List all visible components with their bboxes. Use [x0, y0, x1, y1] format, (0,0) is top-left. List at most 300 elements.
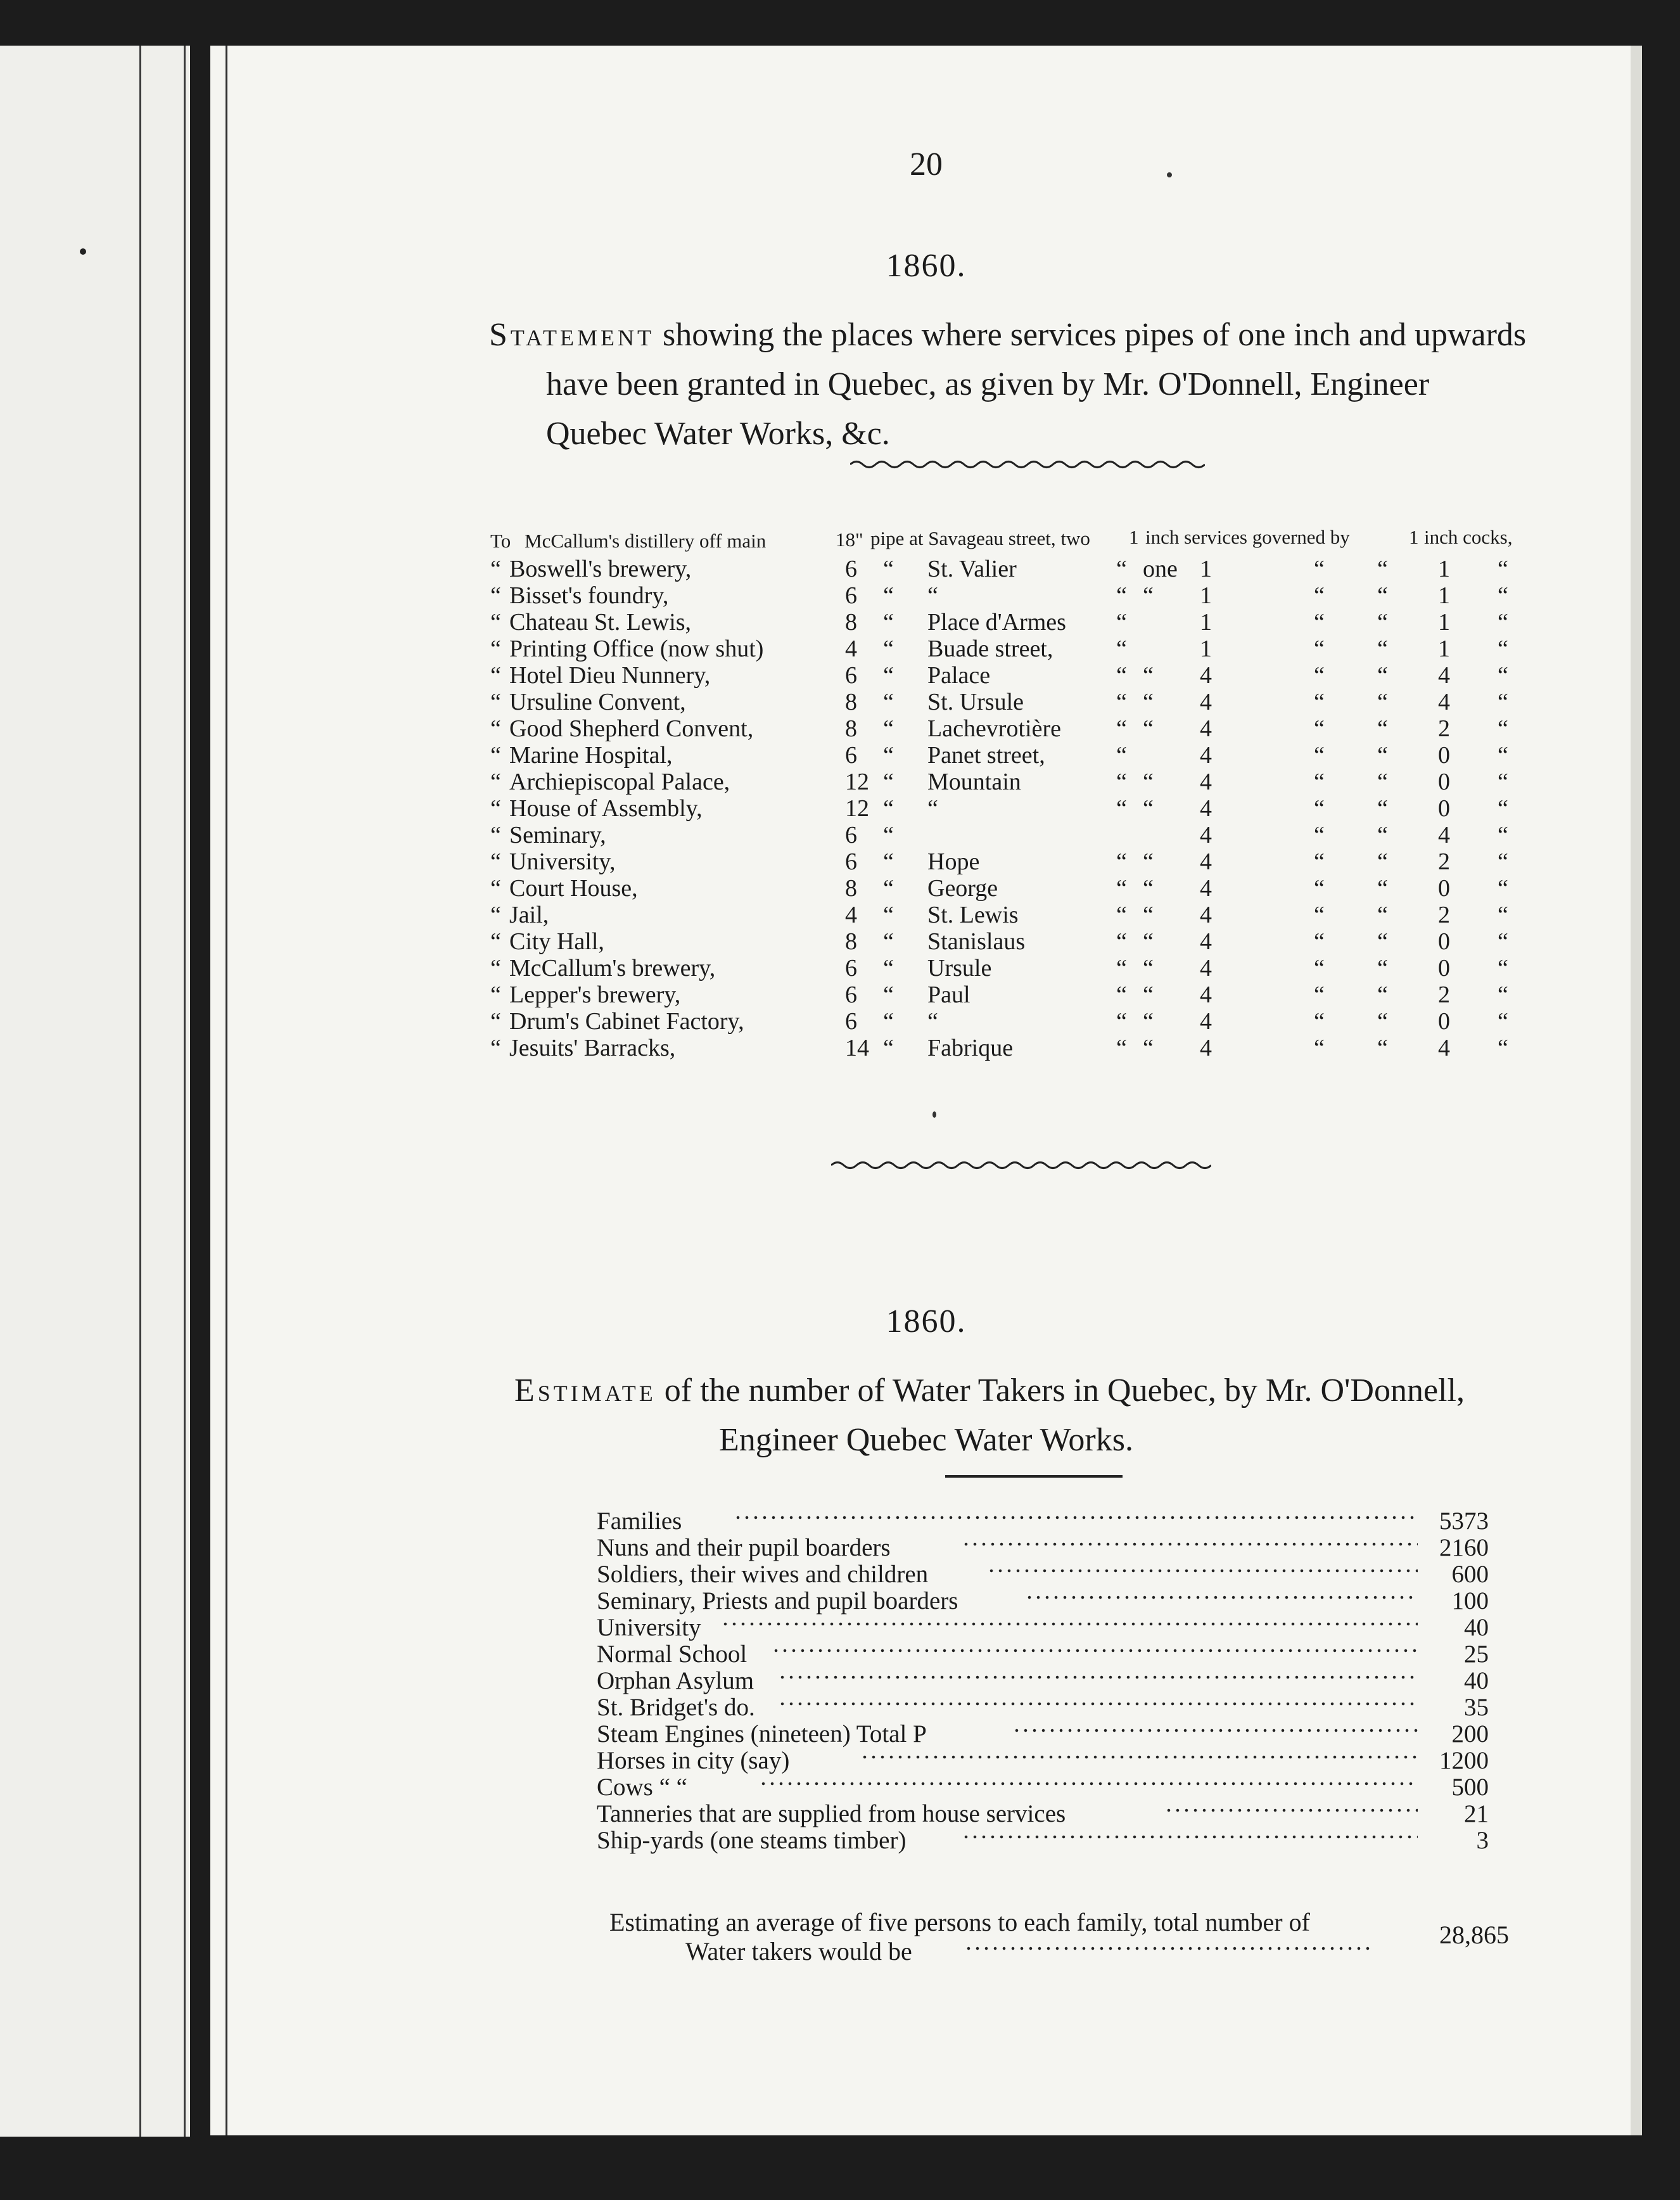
estimate-label: Seminary, Priests and pupil boarders [597, 1587, 958, 1615]
ditto-mark: “ [1377, 1035, 1388, 1061]
ditto-mark: “ [1377, 928, 1388, 955]
dot-leader [1025, 1596, 1418, 1599]
place-cell: Hotel Dieu Nunnery, [509, 662, 711, 689]
header-size: 18" [836, 528, 863, 551]
ditto-mark: “ [1498, 875, 1508, 902]
services-count-cell: 4 [1200, 715, 1212, 742]
estimate-row [597, 1533, 1489, 1561]
estimate-label: Ship-yards (one steams timber) [597, 1827, 907, 1854]
total-dot-leader [964, 1947, 1370, 1950]
stray-mark [932, 1111, 936, 1118]
services-table-row [490, 1007, 1605, 1033]
services-table-row [490, 954, 1605, 980]
estimate-label: Steam Engines (nineteen) Total P [597, 1720, 927, 1748]
services-count-cell: 4 [1200, 1035, 1212, 1061]
count-word-cell: “ [1143, 662, 1154, 689]
ditto-mark: “ [883, 928, 894, 955]
services-table-row [490, 715, 1605, 740]
ditto-mark: “ [1377, 715, 1388, 742]
place-cell: City Hall, [509, 928, 604, 955]
street-cell: St. Valier [927, 556, 1017, 582]
count-word-cell: “ [1143, 715, 1154, 742]
estimate-value: 25 [1464, 1640, 1489, 1668]
street-cell: “ [927, 1008, 938, 1035]
count-word-cell: “ [1143, 875, 1154, 902]
ditto-mark: “ [490, 582, 501, 609]
estimate-row [597, 1666, 1489, 1694]
services-count-cell: 4 [1200, 689, 1212, 715]
ditto-mark: “ [1314, 769, 1325, 795]
ditto-mark: “ [1498, 556, 1508, 582]
pipe-size-cell: 6 [845, 1008, 857, 1035]
count-word-cell: “ [1143, 769, 1154, 795]
ditto-mark: “ [883, 556, 894, 582]
ditto-mark: “ [883, 795, 894, 822]
ditto-mark: “ [1498, 795, 1508, 822]
services-table-row [490, 928, 1605, 953]
dot-leader [1164, 1808, 1418, 1812]
estimate-row [597, 1587, 1489, 1615]
ditto-mark: “ [490, 875, 501, 902]
ditto-mark: “ [1377, 795, 1388, 822]
pipe-size-cell: 4 [845, 636, 857, 662]
estimate-label: Normal School [597, 1640, 748, 1668]
estimate-row [597, 1613, 1489, 1641]
left-page-edge [184, 46, 186, 2137]
ditto-mark: “ [883, 636, 894, 662]
services-table-row [490, 688, 1605, 713]
services-count-cell: 4 [1200, 928, 1212, 955]
street-cell: Hope [927, 848, 980, 875]
services-table-row [490, 848, 1605, 873]
estimate-value: 600 [1451, 1561, 1489, 1588]
estimate-label: Soldiers, their wives and children [597, 1561, 929, 1588]
estimate-label: Tanneries that are supplied from house services [597, 1800, 1066, 1827]
cocks-count-cell: 2 [1438, 848, 1450, 875]
ditto-mark: “ [1116, 928, 1127, 955]
cocks-count-cell: 4 [1438, 1035, 1450, 1061]
estimate-value: 40 [1464, 1667, 1489, 1694]
ditto-mark: “ [1498, 955, 1508, 982]
decorative-wave-rule-2 [831, 1158, 1211, 1172]
ditto-mark: “ [490, 955, 501, 982]
ditto-mark: “ [490, 609, 501, 636]
services-table-header [490, 526, 1605, 554]
pipe-size-cell: 8 [845, 928, 857, 955]
services-table-row [490, 821, 1605, 847]
services-count-cell: 4 [1200, 769, 1212, 795]
ditto-mark: “ [1116, 742, 1127, 769]
place-cell: McCallum's brewery, [509, 955, 716, 982]
services-count-cell: 1 [1200, 609, 1212, 636]
pipe-size-cell: 6 [845, 742, 857, 769]
ditto-mark: “ [1377, 769, 1388, 795]
page-number: 20 [910, 146, 943, 182]
count-word-cell: “ [1143, 689, 1154, 715]
estimate-row [597, 1773, 1489, 1801]
ditto-mark: “ [1116, 1035, 1127, 1061]
place-cell: Marine Hospital, [509, 742, 673, 769]
estimate-row [597, 1720, 1489, 1748]
place-cell: Jesuits' Barracks, [509, 1035, 676, 1061]
ditto-mark: “ [1116, 715, 1127, 742]
ditto-mark: “ [1377, 1008, 1388, 1035]
stray-mark [1167, 172, 1172, 177]
ditto-mark: “ [1498, 982, 1508, 1008]
ditto-mark: “ [490, 689, 501, 715]
street-cell: Mountain [927, 769, 1021, 795]
ditto-mark: “ [1116, 982, 1127, 1008]
ditto-mark: “ [1314, 1035, 1325, 1061]
pipe-size-cell: 6 [845, 662, 857, 689]
count-word-cell: “ [1143, 1008, 1154, 1035]
dot-leader [987, 1569, 1418, 1573]
pipe-size-cell: 6 [845, 955, 857, 982]
street-cell: Ursule [927, 955, 992, 982]
ditto-mark: “ [883, 1035, 894, 1061]
place-cell: Archiepiscopal Palace, [509, 769, 730, 795]
left-page-rule [139, 46, 141, 2137]
total-value: 28,865 [1439, 1921, 1509, 1949]
header-pipe-at: pipe at Savageau street, two [870, 527, 1090, 549]
ditto-mark: “ [1116, 556, 1127, 582]
street-cell: Place d'Armes [927, 609, 1066, 636]
street-cell: “ [927, 795, 938, 822]
cocks-count-cell: 2 [1438, 982, 1450, 1008]
ditto-mark: “ [1498, 689, 1508, 715]
ditto-mark: “ [1116, 662, 1127, 689]
ditto-mark: “ [1314, 955, 1325, 982]
dot-leader [1012, 1729, 1418, 1732]
ditto-mark: “ [1498, 609, 1508, 636]
street-cell: St. Lewis [927, 902, 1019, 928]
street-cell: George [927, 875, 998, 902]
section1-title [489, 310, 1680, 360]
dot-leader [778, 1702, 1418, 1706]
services-count-cell: 4 [1200, 902, 1212, 928]
ditto-mark: “ [1377, 955, 1388, 982]
estimate-value: 3 [1476, 1827, 1489, 1854]
dot-leader [721, 1622, 1418, 1626]
estimate-label: Cows “ “ [597, 1774, 687, 1801]
pipe-size-cell: 14 [845, 1035, 869, 1061]
ditto-mark: “ [490, 742, 501, 769]
ditto-mark: “ [1498, 1008, 1508, 1035]
ditto-mark: “ [1116, 689, 1127, 715]
dot-leader [860, 1755, 1418, 1759]
ditto-mark: “ [1377, 875, 1388, 902]
estimate-value: 200 [1451, 1720, 1489, 1748]
ditto-mark: “ [1116, 609, 1127, 636]
section2-title [514, 1366, 1680, 1416]
ditto-mark: “ [1116, 795, 1127, 822]
ditto-mark: “ [1498, 662, 1508, 689]
ditto-mark: “ [1314, 822, 1325, 848]
ditto-mark: “ [490, 1035, 501, 1061]
cocks-count-cell: 0 [1438, 1008, 1450, 1035]
ditto-mark: “ [883, 848, 894, 875]
ditto-mark: “ [1377, 848, 1388, 875]
ditto-mark: “ [490, 795, 501, 822]
place-cell: Boswell's brewery, [509, 556, 692, 582]
services-table-row [490, 582, 1605, 607]
services-table-row [490, 874, 1605, 900]
services-count-cell: 1 [1200, 582, 1212, 609]
ditto-mark: “ [1314, 742, 1325, 769]
street-cell: St. Ursule [927, 689, 1024, 715]
pipe-size-cell: 8 [845, 875, 857, 902]
cocks-count-cell: 2 [1438, 902, 1450, 928]
ditto-mark: “ [1377, 902, 1388, 928]
cocks-count-cell: 1 [1438, 609, 1450, 636]
ditto-mark: “ [1498, 582, 1508, 609]
ditto-mark: “ [490, 982, 501, 1008]
cocks-count-cell: 4 [1438, 662, 1450, 689]
cocks-count-cell: 0 [1438, 928, 1450, 955]
services-count-cell: 4 [1200, 955, 1212, 982]
ditto-mark: “ [883, 902, 894, 928]
pipe-size-cell: 6 [845, 582, 857, 609]
section1-title-line1: showing the places where services pipes of one inch and upwards [654, 317, 1527, 353]
ditto-mark: “ [883, 609, 894, 636]
estimate-label: University [597, 1614, 701, 1641]
water-takers-list [597, 1507, 1489, 1912]
ditto-mark: “ [1314, 795, 1325, 822]
left-facing-page [0, 46, 190, 2137]
ditto-mark: “ [883, 769, 894, 795]
services-count-cell: 4 [1200, 1008, 1212, 1035]
ditto-mark: “ [1498, 822, 1508, 848]
services-table-row [490, 795, 1605, 820]
ditto-mark: “ [1116, 875, 1127, 902]
pipe-size-cell: 6 [845, 982, 857, 1008]
count-word-cell: “ [1143, 795, 1154, 822]
ditto-mark: “ [883, 689, 894, 715]
ditto-mark: “ [883, 582, 894, 609]
place-cell: Good Shepherd Convent, [509, 715, 754, 742]
place-cell: Printing Office (now shut) [509, 636, 764, 662]
street-cell: Stanislaus [927, 928, 1026, 955]
document-page [210, 46, 1642, 2135]
ditto-mark: “ [1498, 769, 1508, 795]
section2-title-line2: Engineer Quebec Water Works. [719, 1422, 1133, 1458]
place-cell: University, [509, 848, 616, 875]
cocks-count-cell: 4 [1438, 822, 1450, 848]
street-cell: Paul [927, 982, 970, 1008]
ditto-mark: “ [1314, 982, 1325, 1008]
estimate-row [597, 1693, 1489, 1721]
count-word-cell: “ [1143, 928, 1154, 955]
ditto-mark: “ [1498, 742, 1508, 769]
ditto-mark: “ [1314, 902, 1325, 928]
ditto-mark: “ [490, 822, 501, 848]
estimate-row [597, 1640, 1489, 1668]
ditto-mark: “ [1314, 848, 1325, 875]
header-services: inch services governed by [1145, 526, 1350, 548]
cocks-count-cell: 1 [1438, 636, 1450, 662]
estimate-value: 100 [1451, 1587, 1489, 1615]
cocks-count-cell: 2 [1438, 715, 1450, 742]
cocks-count-cell: 1 [1438, 582, 1450, 609]
services-table-row [490, 981, 1605, 1006]
section2-title-lead: Estimate [514, 1372, 656, 1409]
dot-leader [772, 1649, 1418, 1653]
dot-leader [962, 1542, 1418, 1546]
ditto-mark: “ [1377, 982, 1388, 1008]
services-count-cell: 4 [1200, 795, 1212, 822]
cocks-count-cell: 0 [1438, 769, 1450, 795]
street-cell: Palace [927, 662, 991, 689]
ditto-mark: “ [490, 715, 501, 742]
services-table-row [490, 741, 1605, 767]
ditto-mark: “ [1498, 902, 1508, 928]
ditto-mark: “ [883, 1008, 894, 1035]
ditto-mark: “ [1377, 662, 1388, 689]
pipe-size-cell: 8 [845, 609, 857, 636]
page-gutter-rule [226, 46, 227, 2135]
total-line2: Water takers would be [685, 1937, 912, 1966]
services-table [490, 555, 1605, 1062]
services-count-cell: 1 [1200, 556, 1212, 582]
count-word-cell: “ [1143, 982, 1154, 1008]
pipe-size-cell: 12 [845, 769, 869, 795]
ditto-mark: “ [1377, 636, 1388, 662]
ditto-mark: “ [1116, 769, 1127, 795]
ditto-mark: “ [1498, 715, 1508, 742]
estimate-row [597, 1560, 1489, 1588]
estimate-label: Orphan Asylum [597, 1667, 754, 1694]
ditto-mark: “ [1498, 1035, 1508, 1061]
street-cell: Lachevrotière [927, 715, 1061, 742]
ditto-mark: “ [1314, 875, 1325, 902]
estimate-label: Families [597, 1507, 682, 1535]
services-count-cell: 1 [1200, 636, 1212, 662]
estimate-value: 5373 [1439, 1507, 1489, 1535]
ditto-mark: “ [490, 636, 501, 662]
services-count-cell: 4 [1200, 848, 1212, 875]
ditto-mark: “ [1116, 955, 1127, 982]
street-cell: “ [927, 582, 938, 609]
ditto-mark: “ [1116, 582, 1127, 609]
section1-year: 1860. [886, 248, 967, 284]
ditto-mark: “ [1116, 848, 1127, 875]
estimate-value: 2160 [1439, 1534, 1489, 1561]
section2-divider [945, 1475, 1123, 1478]
count-word-cell: “ [1143, 1035, 1154, 1061]
dot-leader [962, 1835, 1418, 1839]
pipe-size-cell: 8 [845, 715, 857, 742]
estimate-label: St. Bridget's do. [597, 1694, 755, 1721]
cocks-count-cell: 1 [1438, 556, 1450, 582]
place-cell: House of Assembly, [509, 795, 703, 822]
place-cell: Bisset's foundry, [509, 582, 669, 609]
estimate-value: 21 [1464, 1800, 1489, 1827]
ditto-mark: “ [1314, 662, 1325, 689]
pipe-size-cell: 6 [845, 848, 857, 875]
services-count-cell: 4 [1200, 875, 1212, 902]
dot-leader [778, 1675, 1418, 1679]
header-cocks: 1 [1409, 526, 1419, 548]
ditto-mark: “ [883, 715, 894, 742]
ditto-mark: “ [883, 742, 894, 769]
ditto-mark: “ [490, 769, 501, 795]
place-cell: Seminary, [509, 822, 606, 848]
ditto-mark: “ [1377, 556, 1388, 582]
count-word-cell: “ [1143, 848, 1154, 875]
left-page-mark [80, 248, 86, 255]
ditto-mark: “ [1314, 582, 1325, 609]
section1-title-lead: Statement [489, 317, 655, 353]
ditto-mark: “ [490, 848, 501, 875]
cocks-count-cell: 0 [1438, 955, 1450, 982]
services-table-row [490, 555, 1605, 580]
count-word-cell: “ [1143, 902, 1154, 928]
services-count-cell: 4 [1200, 742, 1212, 769]
ditto-mark: “ [1377, 742, 1388, 769]
cocks-count-cell: 0 [1438, 875, 1450, 902]
estimate-value: 35 [1464, 1694, 1489, 1721]
place-cell: Chateau St. Lewis, [509, 609, 692, 636]
section1-title-line2: have been granted in Quebec, as given by Mr. O'Donnell, Engineer [546, 366, 1430, 402]
cocks-count-cell: 4 [1438, 689, 1450, 715]
pipe-size-cell: 6 [845, 556, 857, 582]
ditto-mark: “ [1498, 636, 1508, 662]
section1-title-line3: Quebec Water Works, &c. [546, 416, 890, 452]
services-table-row [490, 1034, 1605, 1059]
ditto-mark: “ [1314, 636, 1325, 662]
place-cell: Lepper's brewery, [509, 982, 681, 1008]
estimate-value: 40 [1464, 1614, 1489, 1641]
ditto-mark: “ [1116, 636, 1127, 662]
decorative-wave-rule-1 [850, 457, 1205, 471]
ditto-mark: “ [1314, 1008, 1325, 1035]
ditto-mark: “ [883, 982, 894, 1008]
place-cell: Ursuline Convent, [509, 689, 686, 715]
estimate-row [597, 1746, 1489, 1774]
services-table-row [490, 635, 1605, 660]
pipe-size-cell: 6 [845, 822, 857, 848]
pipe-size-cell: 8 [845, 689, 857, 715]
ditto-mark: “ [1314, 928, 1325, 955]
ditto-mark: “ [1116, 1008, 1127, 1035]
header-prefix: To [490, 530, 511, 552]
ditto-mark: “ [883, 822, 894, 848]
ditto-mark: “ [883, 662, 894, 689]
dot-leader [759, 1782, 1418, 1786]
total-line1: Estimating an average of five persons to each family, total number of [609, 1908, 1310, 1936]
count-word-cell: “ [1143, 582, 1154, 609]
ditto-mark: “ [490, 1008, 501, 1035]
street-cell: Fabrique [927, 1035, 1014, 1061]
ditto-mark: “ [1116, 902, 1127, 928]
ditto-mark: “ [490, 662, 501, 689]
place-cell: Jail, [509, 902, 549, 928]
ditto-mark: “ [1377, 689, 1388, 715]
ditto-mark: “ [1377, 822, 1388, 848]
estimate-row [597, 1507, 1489, 1535]
pipe-size-cell: 12 [845, 795, 869, 822]
services-table-row [490, 662, 1605, 687]
services-count-cell: 4 [1200, 822, 1212, 848]
count-word-cell: one [1143, 556, 1178, 582]
street-cell: Buade street, [927, 636, 1053, 662]
ditto-mark: “ [490, 556, 501, 582]
section2-year: 1860. [886, 1303, 967, 1340]
ditto-mark: “ [1377, 582, 1388, 609]
services-table-row [490, 901, 1605, 926]
ditto-mark: “ [1314, 715, 1325, 742]
pipe-size-cell: 4 [845, 902, 857, 928]
